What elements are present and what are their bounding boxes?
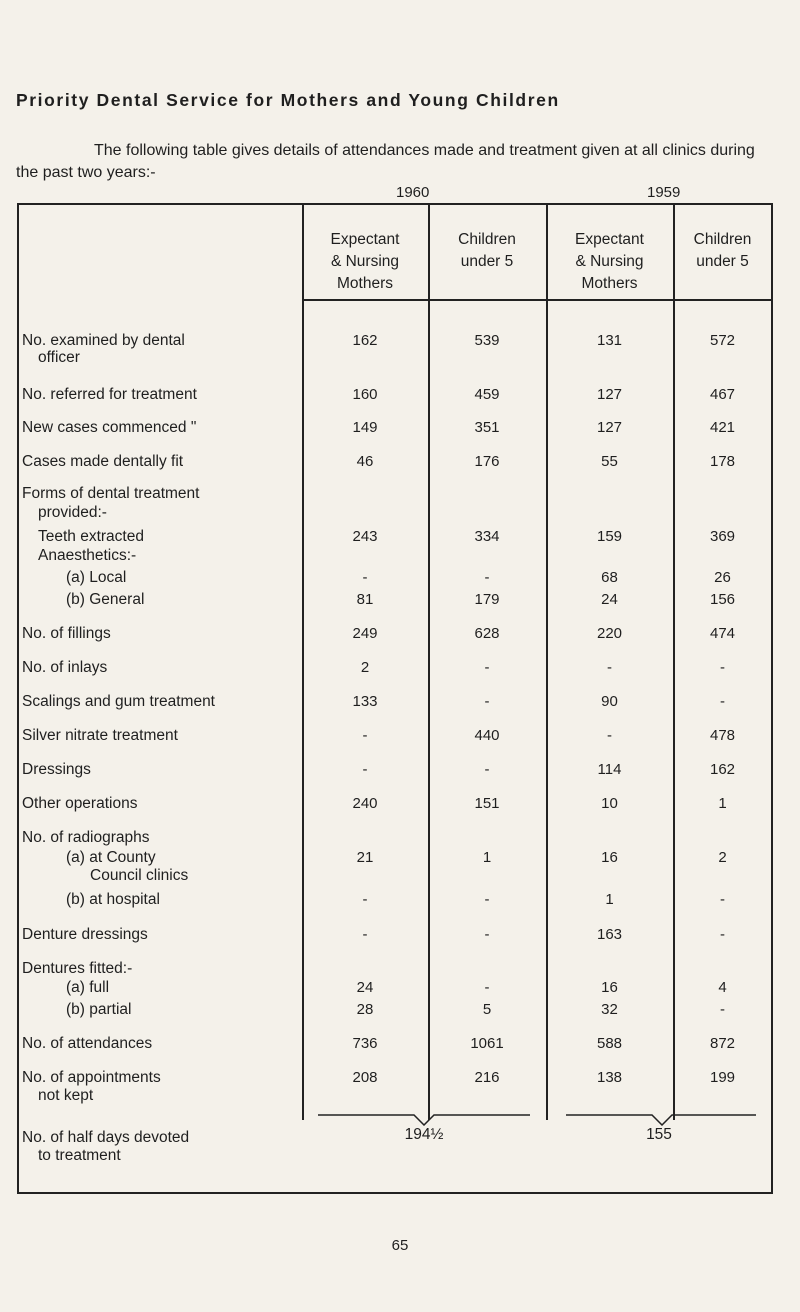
row-label: (a) at County — [66, 849, 156, 866]
table-cell: 24 — [356, 979, 374, 996]
column-header-line: & Nursing — [575, 253, 644, 270]
table-cell: 162 — [709, 761, 736, 778]
table-cell: 5 — [482, 1001, 492, 1018]
table-cell: 1 — [605, 891, 614, 908]
table-cell: 28 — [356, 1001, 374, 1018]
table-cell: 127 — [596, 386, 623, 403]
table-cell: 151 — [474, 795, 500, 812]
table-cell: - — [362, 926, 368, 943]
table-cell: 138 — [596, 1069, 623, 1086]
table-cell: 10 — [601, 795, 618, 812]
half-days-total-1960: 194½ — [404, 1126, 444, 1143]
table-cell: 216 — [474, 1069, 500, 1086]
table-cell: - — [362, 569, 368, 586]
table-cell: - — [607, 727, 612, 744]
table-cell: 243 — [352, 528, 378, 545]
column-header-line: Expectant — [575, 231, 644, 248]
table-cell: - — [607, 659, 612, 676]
table-cell: 21 — [356, 849, 374, 866]
table-cell: 156 — [709, 591, 736, 608]
row-label: Teeth extracted — [38, 528, 144, 545]
row-label: Council clinics — [90, 867, 189, 884]
table-cell: 240 — [352, 795, 378, 812]
table-cell: 199 — [709, 1069, 736, 1086]
row-label: to treatment — [38, 1147, 121, 1164]
table-cell: 220 — [596, 625, 623, 642]
table-cell: 179 — [474, 591, 500, 608]
column-header-line: under 5 — [460, 253, 514, 270]
row-label: Scalings and gum treatment — [22, 693, 215, 710]
column-header-line: under 5 — [696, 253, 749, 270]
row-label: Silver nitrate treatment — [22, 727, 178, 744]
intro-paragraph: The following table gives details of attendances made and treatment given at all clinics during the past two years:- — [16, 142, 755, 181]
table-cell: 459 — [474, 386, 500, 403]
table-cell: - — [484, 761, 490, 778]
table-cell: 46 — [356, 453, 374, 470]
row-label: No. of appointments — [22, 1069, 161, 1086]
table-cell: 163 — [596, 926, 623, 943]
table-cell: 628 — [474, 625, 500, 642]
table-cell: 208 — [352, 1069, 378, 1086]
table-cell: 131 — [596, 332, 623, 349]
row-label: No. of radiographs — [22, 829, 150, 846]
row-label: New cases commenced " — [22, 419, 197, 436]
table-cell: - — [484, 693, 490, 710]
row-label: (b) General — [66, 591, 145, 608]
table-cell: 4 — [718, 979, 727, 996]
table-cell: 114 — [597, 761, 622, 778]
column-header-line: Expectant — [330, 231, 400, 248]
table-cell: 369 — [709, 528, 736, 545]
row-label: Cases made dentally fit — [22, 453, 184, 470]
row-label: No. referred for treatment — [22, 386, 197, 403]
table-cell: 160 — [352, 386, 378, 403]
column-header — [673, 229, 772, 273]
table-cell: - — [484, 659, 490, 676]
column-header-line: Children — [693, 231, 752, 248]
row-label: not kept — [38, 1087, 94, 1104]
table-cell: 249 — [352, 625, 378, 642]
row-label: (b) at hospital — [66, 891, 160, 908]
table-cell: 176 — [474, 453, 500, 470]
table-cell: 149 — [352, 419, 378, 436]
table-cell: - — [720, 891, 725, 908]
column-header-line: Mothers — [337, 275, 393, 292]
column-header — [428, 229, 546, 273]
table-cell: 133 — [352, 693, 378, 710]
table-cell: 68 — [601, 569, 618, 586]
table-cell: 467 — [709, 386, 736, 403]
table-cell: 81 — [356, 591, 374, 608]
table-cell: - — [362, 727, 368, 744]
page-title: Priority Dental Service for Mothers and Young Children — [16, 90, 560, 110]
table-cell: 421 — [709, 419, 736, 436]
column-header-line: Mothers — [581, 275, 638, 292]
table-cell: 16 — [601, 849, 618, 866]
table-cell: 32 — [601, 1001, 618, 1018]
table-cell: 178 — [709, 453, 736, 470]
column-header — [546, 229, 673, 295]
row-label: (a) Local — [66, 569, 127, 586]
row-label: (a) full — [66, 979, 110, 996]
column-header-line: & Nursing — [330, 253, 400, 270]
row-label: (b) partial — [66, 1001, 132, 1018]
table-cell: 24 — [601, 591, 618, 608]
table-cell: 1 — [718, 795, 727, 812]
table-cell: 872 — [709, 1035, 736, 1052]
table-cell: 1061 — [470, 1035, 504, 1052]
table-cell: - — [362, 761, 368, 778]
table-cell: 572 — [709, 332, 736, 349]
row-label: Other operations — [22, 795, 138, 812]
table-cell: - — [484, 926, 490, 943]
row-label: No. examined by dental — [22, 332, 185, 349]
row-label: Denture dressings — [22, 926, 148, 943]
table-cell: - — [484, 891, 490, 908]
row-label: Dressings — [22, 761, 91, 778]
row-label: provided:- — [38, 504, 107, 521]
header-rule — [302, 299, 772, 301]
table-cell: 16 — [601, 979, 618, 996]
table-cell: 55 — [601, 453, 618, 470]
table-cell: - — [720, 1001, 725, 1018]
row-label: Anaesthetics:- — [38, 547, 137, 564]
table-cell: 1 — [482, 849, 492, 866]
table-cell: - — [720, 659, 725, 676]
year-heading-1960: 1960 — [396, 184, 430, 201]
table-cell: - — [720, 693, 725, 710]
table-cell: 127 — [596, 419, 623, 436]
half-days-total-1959: 155 — [646, 1126, 672, 1143]
row-label: No. of inlays — [22, 659, 108, 676]
table-cell: - — [484, 569, 490, 586]
table-cell: 474 — [709, 625, 736, 642]
brace-1960 — [318, 1114, 530, 1126]
table-cell: 26 — [714, 569, 731, 586]
table-cell: 334 — [474, 528, 500, 545]
row-label: No. of attendances — [22, 1035, 153, 1052]
table-cell: - — [362, 891, 368, 908]
year-heading-1959: 1959 — [647, 184, 681, 201]
row-label: Forms of dental treatment — [22, 485, 200, 502]
column-header-line: Children — [458, 231, 516, 248]
table-cell: 440 — [474, 727, 500, 744]
table-cell: 588 — [596, 1035, 623, 1052]
table-cell: - — [720, 926, 725, 943]
row-label: No. of fillings — [22, 625, 111, 642]
table-cell: 351 — [474, 419, 500, 436]
table-cell: 736 — [352, 1035, 378, 1052]
table-cell: 159 — [596, 528, 623, 545]
column-header — [302, 229, 428, 295]
table-cell: 90 — [601, 693, 618, 710]
row-label: officer — [38, 349, 80, 366]
table-cell: - — [484, 979, 490, 996]
table-cell: 539 — [474, 332, 500, 349]
row-label: Dentures fitted:- — [22, 960, 133, 977]
brace-1959 — [566, 1114, 756, 1126]
table-cell: 2 — [360, 659, 370, 676]
page-number: 65 — [391, 1237, 409, 1254]
row-label: No. of half days devoted — [22, 1129, 190, 1146]
table-cell: 162 — [352, 332, 378, 349]
table-cell: 478 — [709, 727, 736, 744]
table-cell: 2 — [718, 849, 727, 866]
